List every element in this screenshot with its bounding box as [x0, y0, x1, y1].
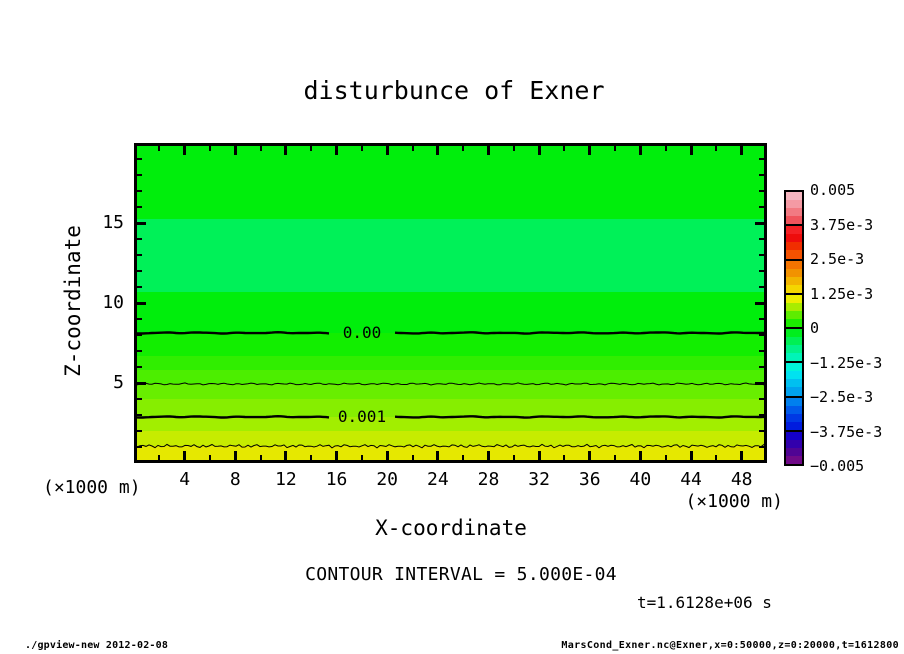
x-tick-label: 48	[730, 469, 753, 490]
colorbar-color-step	[786, 242, 802, 250]
y-tick-label: 10	[102, 292, 124, 313]
colorbar-label: 1.25e-3	[810, 284, 874, 303]
colorbar-color-step	[786, 414, 802, 422]
colorbar-color-step	[786, 456, 802, 464]
x-tick-label: 4	[179, 469, 191, 490]
colorbar-color-step	[786, 208, 802, 216]
colorbar-color-step	[786, 226, 802, 234]
colorbar-color-step	[786, 216, 802, 224]
colorbar-color-step	[786, 337, 802, 345]
time-annotation: t=1.6128e+06 s	[637, 593, 772, 612]
chart-title: disturbunce of Exner	[303, 76, 605, 105]
colorbar-color-step	[786, 363, 802, 371]
colorbar-color-step	[786, 387, 802, 395]
colorbar-color-step	[786, 319, 802, 327]
colorbar-label: 0.005	[810, 181, 856, 199]
colorbar-label: 2.5e-3	[810, 250, 865, 268]
footer-command: ./gpview-new 2012-02-08	[25, 640, 169, 651]
x-tick-label: 20	[376, 469, 399, 490]
y-axis-unit: (×1000 m)	[43, 477, 141, 498]
colorbar-color-step	[786, 277, 802, 285]
colorbar-color-step	[786, 250, 802, 258]
y-tick-label: 5	[113, 372, 124, 393]
colorbar-color-step	[786, 422, 802, 430]
colorbar-color-step	[786, 261, 802, 269]
x-axis-title: X-coordinate	[375, 516, 527, 540]
y-axis-title: Z-coordinate	[61, 225, 85, 377]
colorbar-label: −0.005	[810, 457, 865, 475]
colorbar-label: −2.5e-3	[810, 388, 874, 406]
x-tick-label: 40	[629, 469, 652, 490]
plot-area	[134, 143, 767, 463]
colorbar-color-step	[786, 311, 802, 319]
colorbar-label: 0	[810, 319, 820, 337]
colorbar-color-step	[786, 303, 802, 311]
contour-label: 0.00	[342, 322, 382, 342]
colorbar-color-step	[786, 295, 802, 303]
colorbar-color-step	[786, 234, 802, 242]
colorbar-color-step	[786, 192, 802, 200]
colorbar-color-step	[786, 269, 802, 277]
colorbar-label: 3.75e-3	[810, 215, 874, 234]
colorbar-color-step	[786, 285, 802, 293]
y-tick-label: 15	[102, 212, 124, 233]
colorbar	[784, 190, 804, 466]
contour-interval-text: CONTOUR INTERVAL = 5.000E-04	[305, 564, 617, 585]
colorbar-color-step	[786, 345, 802, 353]
colorbar-color-step	[786, 371, 802, 379]
colorbar-color-step	[786, 329, 802, 337]
colorbar-color-step	[786, 200, 802, 208]
colorbar-color-step	[786, 398, 802, 406]
x-tick-label: 12	[275, 469, 297, 490]
footer-source: MarsCond_Exner.nc@Exner,x=0:50000,z=0:20000,t=1612800	[561, 640, 899, 651]
x-tick-label: 36	[578, 469, 601, 490]
x-tick-label: 32	[528, 469, 550, 490]
colorbar-color-step	[786, 379, 802, 387]
x-tick-label: 24	[426, 469, 449, 490]
x-tick-label: 28	[477, 469, 500, 490]
colorbar-color-step	[786, 353, 802, 361]
x-axis-unit: (×1000 m)	[685, 491, 783, 512]
colorbar-color-step	[786, 448, 802, 456]
colorbar-label: −3.75e-3	[810, 422, 883, 441]
colorbar-label: −1.25e-3	[810, 353, 883, 372]
colorbar-color-step	[786, 406, 802, 414]
x-tick-label: 8	[229, 469, 241, 490]
colorbar-color-step	[786, 440, 802, 448]
plot-frame	[134, 143, 767, 463]
x-tick-label: 44	[680, 469, 702, 490]
colorbar-color-step	[786, 432, 802, 440]
contour-label: 0.001	[337, 406, 387, 426]
x-tick-label: 16	[325, 469, 348, 490]
